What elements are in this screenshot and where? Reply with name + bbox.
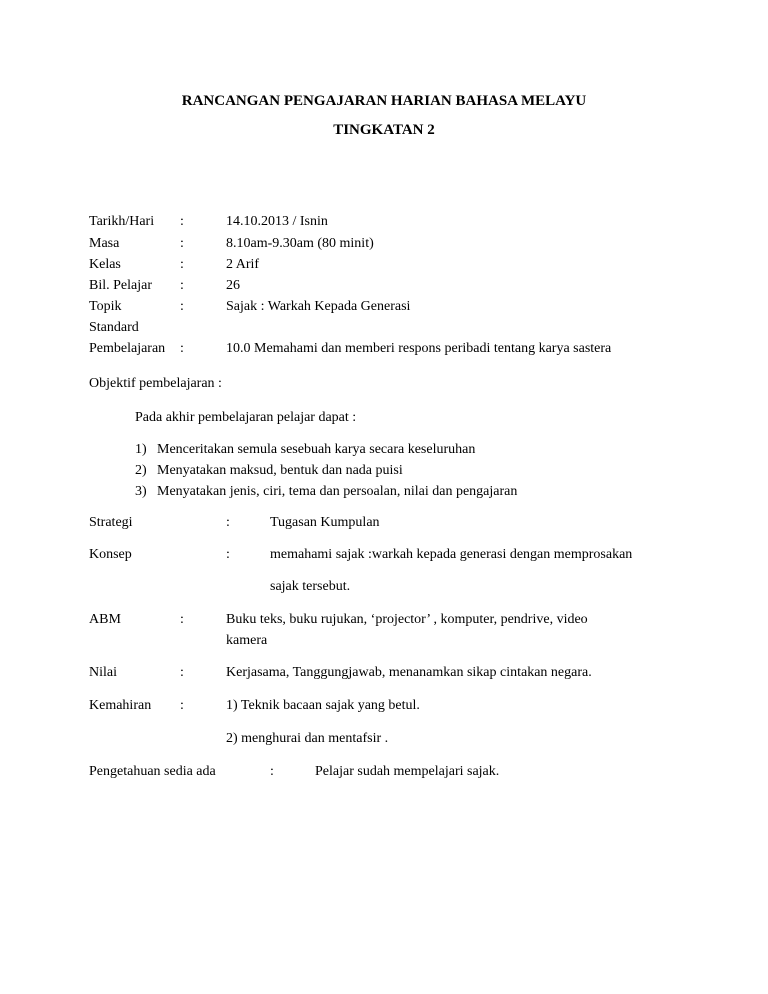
info-label-tarikh: Tarikh/Hari <box>89 214 155 229</box>
info-label-bil-pelajar: Bil. Pelajar <box>89 278 152 293</box>
konsep-label: Konsep <box>89 547 132 562</box>
list-item-number: 2) <box>135 463 147 478</box>
info-label-masa: Masa <box>89 236 120 251</box>
strategi-value: Tugasan Kumpulan <box>270 515 380 530</box>
kemahiran-value-line1: 1) Teknik bacaan sajak yang betul. <box>226 698 420 713</box>
info-colon: : <box>180 299 184 314</box>
pengetahuan-colon: : <box>270 764 274 779</box>
standard-label-line2: Pembelajaran <box>89 341 166 356</box>
info-colon: : <box>180 257 184 272</box>
abm-value-line2: kamera <box>226 633 268 648</box>
strategi-colon: : <box>226 515 230 530</box>
list-item: Menyatakan jenis, ciri, tema dan persoalan, nilai dan pengajaran <box>157 484 518 499</box>
abm-label: ABM <box>89 612 121 627</box>
objektif-heading: Objektif pembelajaran : <box>89 376 222 391</box>
document-title-line2: TINGKATAN 2 <box>333 122 435 138</box>
list-item: Menyatakan maksud, bentuk dan nada puisi <box>157 463 403 478</box>
list-item-number: 1) <box>135 442 147 457</box>
info-colon: : <box>180 236 184 251</box>
abm-colon: : <box>180 612 184 627</box>
nilai-value: Kerjasama, Tanggungjawab, menanamkan sikap cintakan negara. <box>226 665 592 680</box>
kemahiran-value-line2: 2) menghurai dan mentafsir . <box>226 731 389 746</box>
kemahiran-colon: : <box>180 698 184 713</box>
konsep-colon: : <box>226 547 230 562</box>
info-label-topik: Topik <box>89 299 122 314</box>
info-value-kelas: 2 Arif <box>226 257 260 272</box>
list-item-number: 3) <box>135 484 147 499</box>
standard-label-line1: Standard <box>89 320 139 335</box>
list-item: Menceritakan semula sesebuah karya secara keseluruhan <box>157 442 476 457</box>
standard-value: 10.0 Memahami dan memberi respons peribadi tentang karya sastera <box>226 341 612 356</box>
info-label-kelas: Kelas <box>89 257 121 272</box>
info-value-bil-pelajar: 26 <box>226 278 240 293</box>
info-colon: : <box>180 214 184 229</box>
info-colon: : <box>180 341 184 356</box>
info-value-tarikh: 14.10.2013 / Isnin <box>226 214 328 229</box>
konsep-value-line2: sajak tersebut. <box>270 579 351 594</box>
pengetahuan-value: Pelajar sudah mempelajari sajak. <box>315 764 500 779</box>
info-colon: : <box>180 278 184 293</box>
document-title-line1: RANCANGAN PENGAJARAN HARIAN BAHASA MELAYU <box>181 93 587 109</box>
objektif-intro: Pada akhir pembelajaran pelajar dapat : <box>135 410 357 425</box>
nilai-colon: : <box>180 665 184 680</box>
nilai-label: Nilai <box>89 665 117 680</box>
konsep-value-line1: memahami sajak :warkah kepada generasi dengan memprosakan <box>270 547 633 562</box>
strategi-label: Strategi <box>89 515 133 530</box>
kemahiran-label: Kemahiran <box>89 698 152 713</box>
abm-value-line1: Buku teks, buku rujukan, ‘projector’ , komputer, pendrive, video <box>226 612 588 627</box>
info-value-topik: Sajak : Warkah Kepada Generasi <box>226 299 411 314</box>
pengetahuan-label: Pengetahuan sedia ada <box>89 764 216 779</box>
info-value-masa: 8.10am-9.30am (80 minit) <box>226 236 374 251</box>
